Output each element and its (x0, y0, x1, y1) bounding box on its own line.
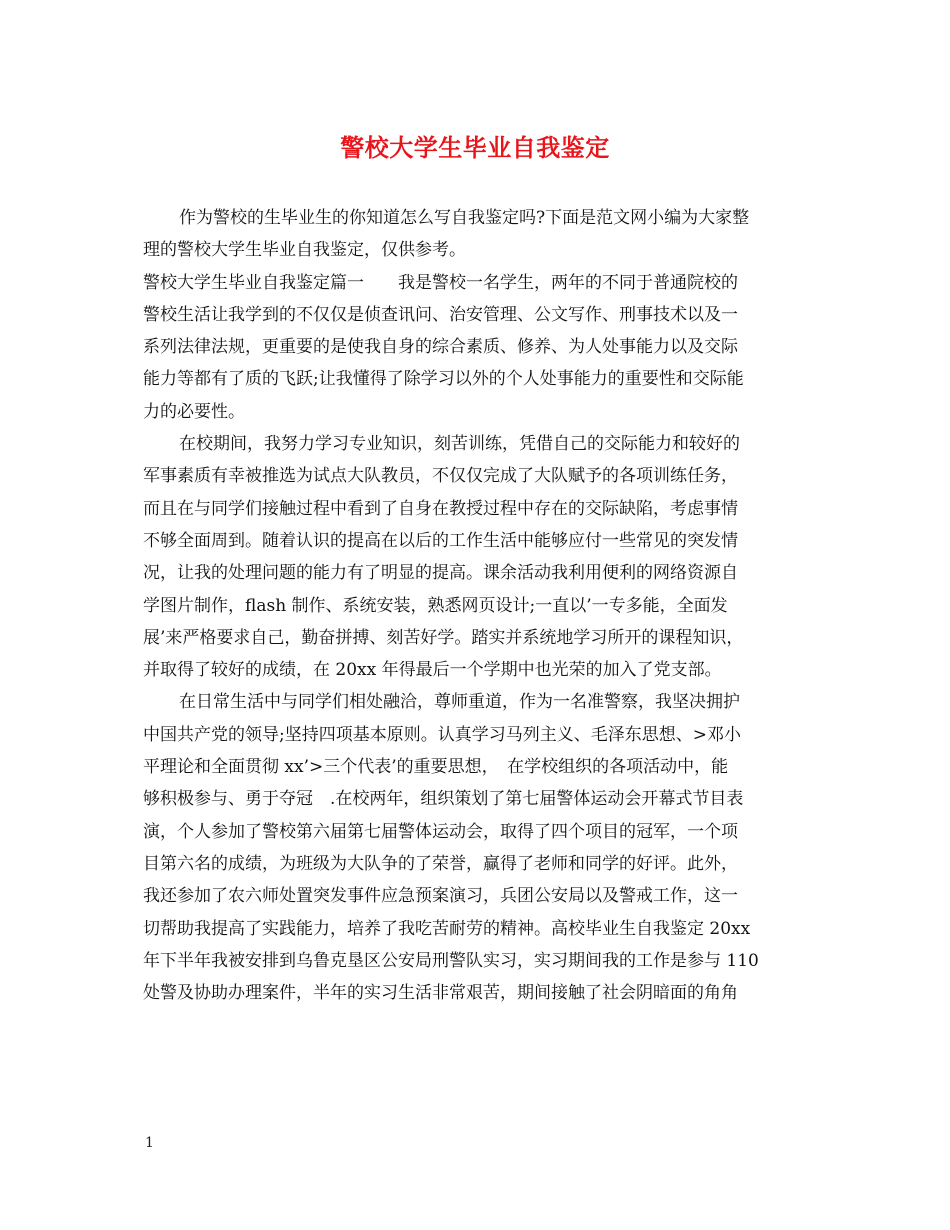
text-line: 警校生活让我学到的不仅仅是侦查讯问、治安管理、公文写作、刑事技术以及一 (143, 304, 738, 325)
text-line: 并取得了较好的成绩，在 20xx 年得最后一个学期中也光荣的加入了党支部。 (143, 660, 722, 681)
text-line: 展’来严格要求自己，勤奋拼搏、刻苦好学。踏实并系统地学习所开的课程知识， (143, 627, 744, 648)
text-line: 够积极参与、勇于夺冠 .在校两年，组织策划了第七届警体运动会开幕式节目表 (143, 789, 744, 810)
text-line: 年下半年我被安排到乌鲁克垦区公安局刑警队实习，实习期间我的工作是参与 110 (143, 950, 759, 971)
text-line: 不够全面周到。随着认识的提高在以后的工作生活中能够应付一些常见的突发情 (143, 530, 738, 551)
document-title: 警校大学生毕业自我鉴定 (340, 133, 610, 162)
text-line: 中国共产党的领导;坚持四项基本原则。认真学习马列主义、毛泽东思想、>邓小 (143, 724, 741, 745)
page-number: 1 (145, 1135, 154, 1151)
text-line: 演，个人参加了警校第六届第七届警体运动会，取得了四个项目的冠军，一个项 (143, 821, 738, 842)
text-line: 处警及协助办理案件，半年的实习生活非常艰苦，期间接触了社会阴暗面的角角 (143, 983, 738, 1004)
text-line: 切帮助我提高了实践能力，培养了我吃苦耐劳的精神。高校毕业生自我鉴定 20xx (143, 918, 751, 939)
text-line: 力的必要性。 (143, 401, 245, 422)
text-line: 在日常生活中与同学们相处融洽，尊师重道，作为一名准警察，我坚决拥护 (179, 692, 740, 713)
text-line: 警校大学生毕业自我鉴定篇一 我是警校一名学生，两年的不同于普通院校的 (143, 272, 738, 293)
text-line: 作为警校的生毕业生的你知道怎么写自我鉴定吗?下面是范文网小编为大家整 (179, 208, 750, 228)
text-line: 在校期间，我努力学习专业知识，刻苦训练，凭借自己的交际能力和较好的 (179, 434, 740, 455)
document-body (143, 202, 815, 1009)
text-line: 平理论和全面贯彻 xx’>三个代表’的重要思想， 在学校组织的各项活动中，能 (143, 757, 729, 778)
text-line: 系列法律法规，更重要的是使我自身的综合素质、修养、为人处事能力以及交际 (143, 337, 738, 358)
text-line: 我还参加了农六师处置突发事件应急预案演习，兵团公安局以及警戒工作，这一 (143, 886, 738, 907)
text-line: 而且在与同学们接触过程中看到了自身在教授过程中存在的交际缺陷，考虑事情 (143, 498, 738, 519)
text-line: 况，让我的处理问题的能力有了明显的提高。课余活动我利用便利的网络资源自 (143, 563, 738, 584)
text-line: 能力等都有了质的飞跃;让我懂得了除学习以外的个人处事能力的重要性和交际能 (143, 369, 744, 390)
text-line: 学图片制作，flash 制作、系统安装，熟悉网页设计;一直以’一专多能，全面发 (143, 595, 728, 616)
text-line: 军事素质有幸被推选为试点大队教员，不仅仅完成了大队赋予的各项训练任务， (143, 466, 738, 487)
text-line: 目第六名的成绩，为班级为大队争的了荣誉，赢得了老师和同学的好评。此外， (143, 853, 738, 874)
text-line: 理的警校大学生毕业自我鉴定，仅供参考。 (143, 240, 466, 261)
